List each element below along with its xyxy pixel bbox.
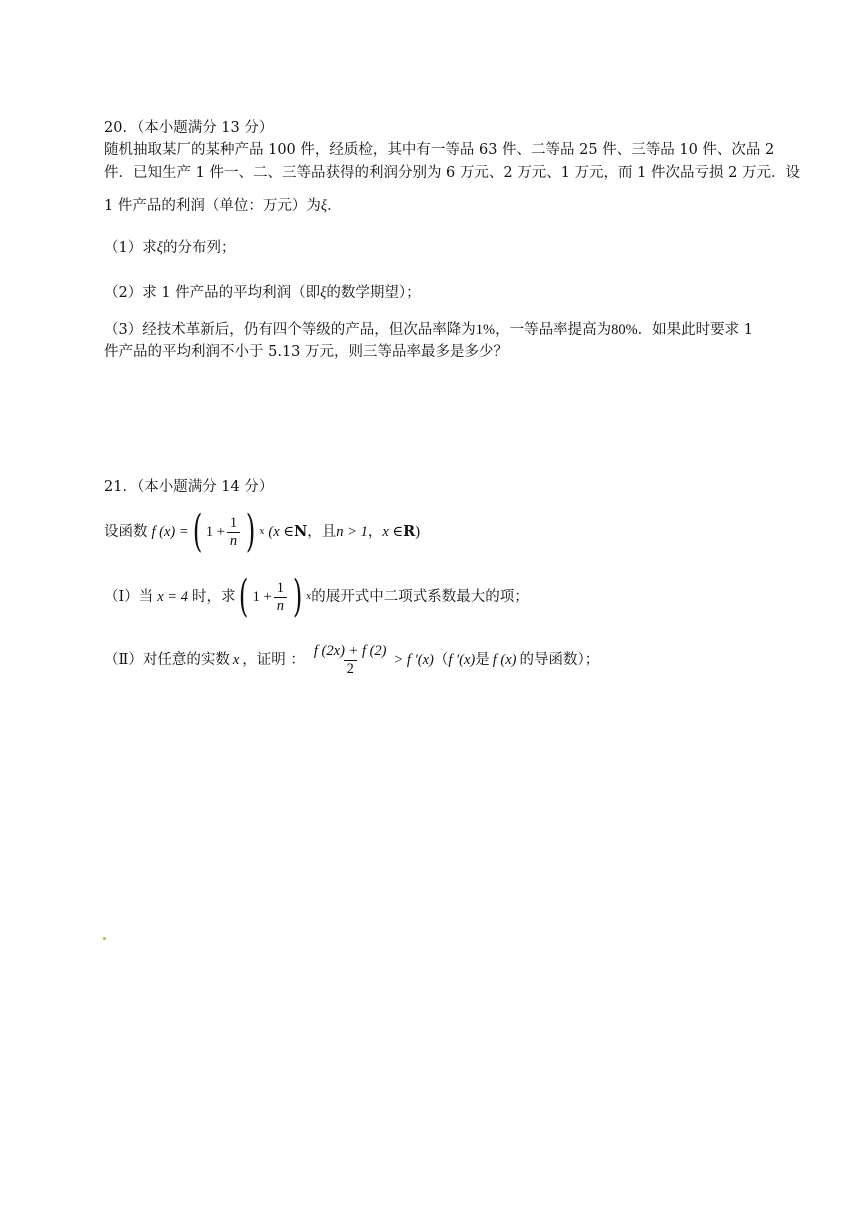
- part-1-prefix: （1）求: [104, 240, 157, 256]
- part-3-end: ．如果此时要求 1: [637, 322, 754, 338]
- fraction-denominator: n: [227, 532, 240, 550]
- period: ．: [327, 198, 342, 214]
- fraction-f2x-plus-f2-over-2: [311, 643, 390, 678]
- part-3-prefix: （3）经技术革新后，仍有四个等级的产品，但次品率降为: [104, 322, 476, 338]
- condition-open: (x ∈: [268, 524, 295, 540]
- condition-comma: ，: [367, 524, 383, 540]
- fraction-numerator: f (2x) + f (2): [313, 642, 387, 659]
- question-20-text-line-1: 随机抽取某厂的某种产品 100 件，经质检，其中有一等品 63 件、二等品 25 件、三等品 10 件、次品 2: [104, 142, 775, 158]
- one-plus: 1 +: [252, 589, 272, 605]
- part-I-prefix: （Ⅰ）当: [104, 589, 154, 605]
- right-paren-icon: ): [292, 571, 303, 622]
- part-I-mid: 时，求: [191, 589, 236, 605]
- one-plus: 1 +: [205, 524, 225, 540]
- xi-symbol: ξ: [320, 285, 327, 301]
- paren-open: （: [433, 652, 449, 668]
- question-20-text-line-3: [104, 196, 342, 216]
- question-21-heading: 21．（本小题满分 14 分）: [104, 479, 274, 495]
- reals-symbol: R: [403, 523, 416, 540]
- left-paren-icon: (: [239, 571, 249, 622]
- def-fx: f (x) =: [151, 524, 189, 540]
- f-x: f (x): [492, 652, 517, 668]
- question-20-text-line-3-a: 1 件产品的利润（单位：万元）为: [104, 198, 321, 214]
- greater-than-fprime: > f ′(x): [393, 652, 434, 668]
- question-20-heading: 20．（本小题满分 13 分）: [104, 120, 274, 136]
- n-greater-1: n > 1: [336, 524, 368, 540]
- fraction-1-over-n: [227, 515, 240, 550]
- condition-close: ): [415, 524, 421, 540]
- part-II-prefix: （Ⅱ）对任意的实数: [104, 652, 230, 668]
- fraction-1-over-n: [274, 580, 287, 615]
- condition-and: ，且: [307, 524, 337, 540]
- question-20-part-1: [104, 238, 235, 258]
- fraction-numerator: 1: [276, 579, 284, 596]
- x-in: x ∈: [382, 524, 404, 540]
- question-20-part-3: [104, 320, 753, 340]
- question-20-part-3-line-2: 件产品的平均利润不小于 5.13 万元，则三等品率最多是多少？: [104, 344, 509, 360]
- fraction-denominator: 2: [344, 660, 357, 678]
- def-prefix: 设函数: [104, 524, 148, 540]
- xi-symbol: ξ: [156, 240, 163, 256]
- part-3-mid: ，一等品率提高为: [495, 322, 612, 338]
- exponent-x: x: [259, 527, 265, 537]
- left-paren-icon: (: [192, 506, 202, 557]
- percent-80: 80%: [611, 322, 638, 338]
- fraction-numerator: 1: [229, 514, 238, 531]
- part-1-suffix: 的分布列；: [162, 240, 236, 256]
- question-21-part-II: [104, 638, 599, 682]
- function-definition: [104, 506, 421, 557]
- question-20-part-2: [104, 283, 421, 303]
- xi-symbol: ξ: [320, 198, 328, 214]
- right-paren-icon: ): [246, 506, 256, 557]
- is-text: 是: [475, 652, 490, 668]
- fraction-denominator: n: [274, 597, 287, 615]
- stray-mark: [103, 937, 106, 940]
- naturals-symbol: N: [294, 523, 308, 540]
- part-II-suffix: 的导函数）；: [519, 652, 600, 668]
- question-21-part-I: [104, 571, 529, 622]
- part-II-prove: ，证明 ：: [242, 652, 305, 668]
- part-2-prefix: （2）求 1 件产品的平均利润（即: [104, 285, 321, 301]
- x-equals-4: x = 4: [157, 589, 188, 605]
- fprime-x: f ′(x): [448, 652, 476, 668]
- exponent-x: x: [306, 592, 312, 602]
- x-variable: x: [232, 652, 240, 668]
- percent-1: 1%: [475, 322, 496, 338]
- part-I-suffix: 的展开式中二项式系数最大的项；: [311, 589, 529, 605]
- part-2-suffix: 的数学期望）；: [326, 285, 421, 301]
- question-20-text-line-2: 件．已知生产 1 件一、二、三等品获得的利润分别为 6 万元、2 万元、1 万元，而 1 件次品亏损 2 万元．设: [104, 165, 800, 181]
